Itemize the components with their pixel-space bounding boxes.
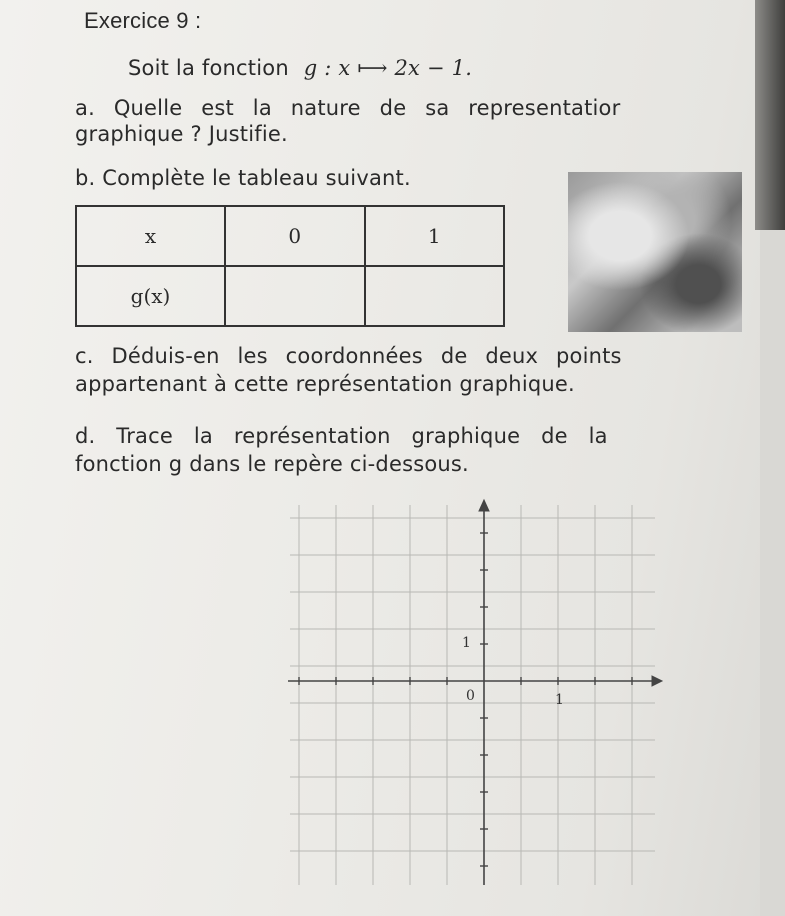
x-axis-arrow-icon (652, 676, 662, 686)
question-c-line1: c. Déduis-en les coordonnées de deux points (75, 344, 622, 368)
question-c-line2: appartenant à cette représentation graphique. (75, 372, 575, 396)
question-d-line2: fonction g dans le repère ci-dessous. (75, 452, 469, 476)
x-unit-label: 1 (555, 692, 564, 708)
origin-label: 0 (466, 688, 475, 704)
function-expression: g : x ⟼ 2x − 1. (303, 56, 473, 80)
y-axis-arrow-icon (479, 500, 489, 511)
table-cell-x-header: x (76, 206, 225, 266)
table-cell-x-0: 0 (225, 206, 365, 266)
question-b: b. Complète le tableau suivant. (75, 166, 411, 190)
y-unit-label: 1 (462, 635, 471, 651)
intro-text: Soit la fonction (128, 56, 289, 80)
axes (288, 500, 662, 885)
question-d-line1: d. Trace la représentation graphique de la (75, 424, 608, 448)
table-cell-x-1: 1 (365, 206, 505, 266)
question-a-line1: a. Quelle est la nature de sa representatior (75, 96, 621, 120)
exercise-title: Exercice 9 : (84, 8, 202, 33)
question-a-line2: graphique ? Justifie. (75, 122, 288, 146)
table-cell-gx-header: g(x) (76, 266, 225, 326)
